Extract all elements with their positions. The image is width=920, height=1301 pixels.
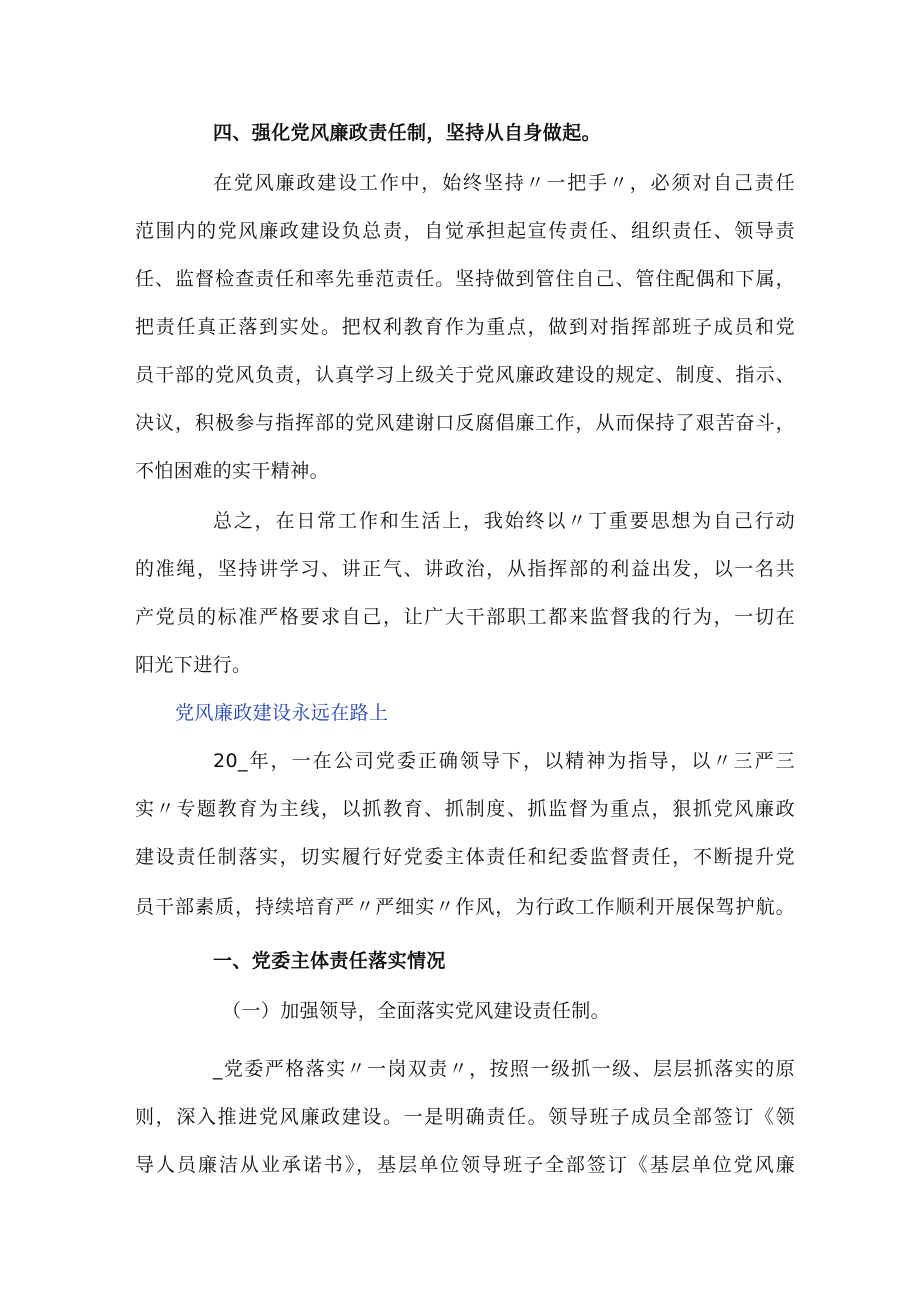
paragraph-line: 把责任真正落到实处。把权利教育作为重点，做到对指挥部班子成员和党 — [135, 316, 795, 338]
paragraph-line: 范围内的党风廉政建设负总责，自觉承担起宣传责任、组织责任、领导责 — [135, 220, 795, 242]
paragraph-line: 员干部素质，持续培育严〃严细实〃作风，为行政工作顺利开展保驾护航。 — [135, 896, 795, 918]
section-heading-1: 一、党委主体责任落实情况 — [213, 950, 446, 972]
paragraph-line: 的准绳，坚持讲学习、讲正气、讲政治，从指挥部的利益出发，以一名共 — [135, 558, 795, 580]
paragraph-line: 则，深入推进党风廉政建设。一是明确责任。领导班子成员全部签订《领 — [135, 1106, 795, 1128]
article-title-link[interactable]: 党风廉政建设永远在路上 — [175, 702, 389, 724]
paragraph-line: 实〃专题教育为主线，以抓教育、抓制度、抓监督为重点，狠抓党风廉政 — [135, 798, 795, 820]
paragraph-line: 导人员廉洁从业承诺书》，基层单位领导班子全部签订《基层单位党风廉 — [135, 1154, 795, 1176]
paragraph-line: 员干部的党风负责，认真学习上级关于党风廉政建设的规定、制度、指示、 — [135, 364, 795, 386]
paragraph-line: 产党员的标准严格要求自己，让广大干部职工都来监督我的行为，一切在 — [135, 606, 795, 628]
paragraph-line: 不怕困难的实干精神。 — [135, 460, 330, 482]
paragraph-line: 决议，积极参与指挥部的党风建谢口反腐倡廉工作，从而保持了艰苦奋斗， — [135, 412, 795, 434]
section-heading-4: 四、强化党风廉政责任制，坚持从自身做起。 — [213, 122, 602, 144]
paragraph-line: 在党风廉政建设工作中，始终坚持〃一把手〃，必须对自己责任 — [213, 172, 795, 194]
paragraph-line: 建设责任制落实，切实履行好党委主体责任和纪委监督责任，不断提升党 — [135, 846, 795, 868]
paragraph-line: 总之，在日常工作和生活上，我始终以〃丁重要思想为自己行动 — [213, 510, 795, 532]
subsection-heading: （一）加强领导，全面落实党风建设责任制。 — [222, 1000, 611, 1022]
paragraph-line: 阳光下进行。 — [135, 654, 252, 676]
paragraph-line: 20_年，一在公司党委正确领导下，以精神为指导，以〃三严三 — [213, 750, 795, 772]
paragraph-line: _党委严格落实〃一岗双责〃，按照一级抓一级、层层抓落实的原 — [213, 1058, 795, 1080]
paragraph-line: 任、监督检查责任和率先垂范责任。坚持做到管住自己、管住配偶和下属， — [135, 268, 795, 290]
